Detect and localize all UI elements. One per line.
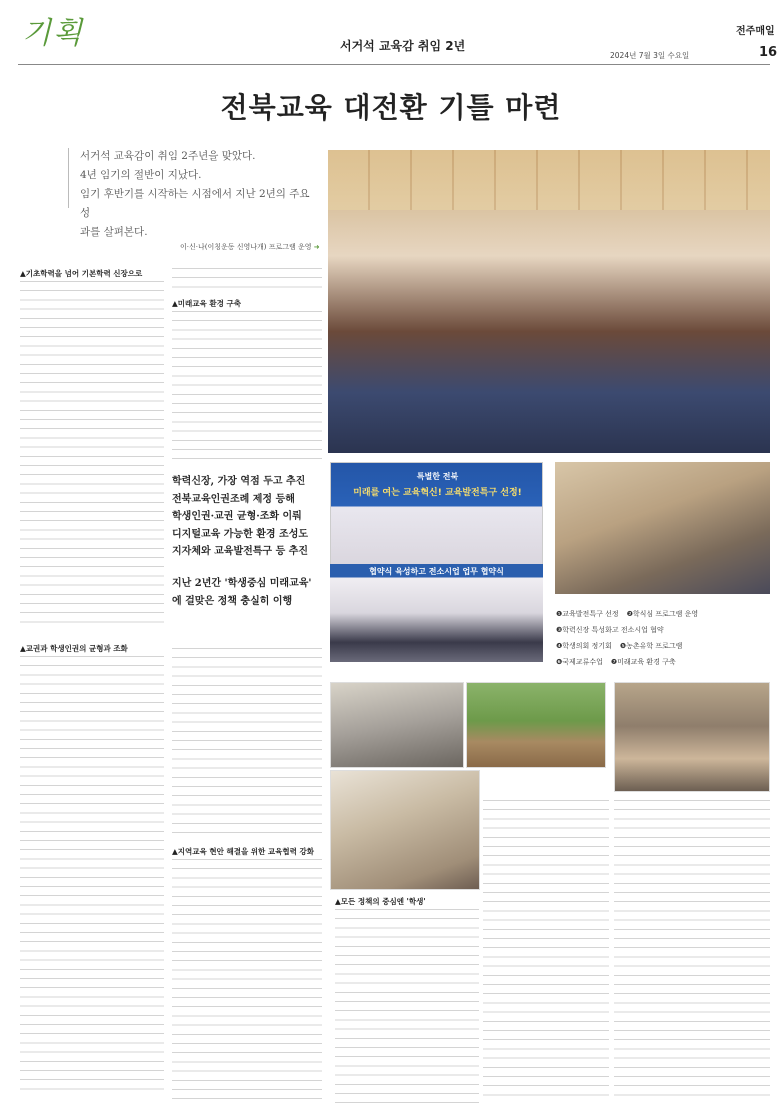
headline: 전북교육 대전환 기틀 마련 [220, 91, 562, 124]
banner-title: 특별한 전북 [416, 472, 459, 481]
caption: ❷학식심 프로그램 운영 [626, 610, 699, 618]
arrow-icon: ➜ [313, 243, 320, 251]
article-body [172, 648, 322, 838]
article-subhead: ▲교권과 학생인권의 균형과 조화 [20, 644, 128, 653]
class-photo [330, 770, 480, 890]
pull-quote-line: 지자체와 교육발전특구 등 추진 [172, 546, 309, 557]
article-body [20, 656, 164, 1096]
lead-divider [68, 148, 69, 208]
caption: ❹학생의회 정기회 [556, 642, 612, 650]
pull-quote [172, 473, 324, 561]
page-number: 16 [759, 45, 778, 60]
article-subhead: ▲기초학력을 넘어 기본학력 신장으로 [20, 269, 143, 278]
article-column [172, 648, 322, 1099]
lead-line: 서거석 교육감이 취임 2주년을 맞았다. [80, 150, 256, 162]
photo-background-windows [328, 150, 770, 210]
pull-quote-line: 전북교육인권조례 제정 등해 [172, 493, 295, 505]
article-body [20, 281, 164, 629]
issue-date: 2024년 7월 3일 수요일 [610, 51, 690, 60]
article-column [614, 800, 770, 1100]
article-body [335, 909, 479, 1105]
article-subhead: ▲미래교육 환경 구축 [172, 299, 241, 308]
pull-quote-line: 디지털교육 가능한 환경 조성도 [172, 528, 309, 540]
article-body [483, 800, 609, 1100]
article-subhead: ▲지역교육 현안 해결을 위한 교육협력 강화 [172, 847, 314, 856]
article-column [483, 800, 609, 1100]
pull-quote [172, 575, 324, 610]
student-council-photo [330, 682, 464, 768]
banner-subtitle: 미래를 여는 교육혁신! 교육발전특구 선정! [353, 488, 522, 498]
agreement-banner: 협약식 육성하고 전소시업 업무 협약식 [369, 567, 504, 576]
article-body [172, 311, 322, 461]
pull-quote-line: 학력신장, 가장 역점 두고 추진 [172, 476, 306, 487]
rural-program-photo [466, 682, 606, 768]
pull-quote-line: 지난 2년간 '학생중심 미래교육' [172, 578, 312, 589]
article-column [335, 896, 479, 1105]
section-logo: 기획 [22, 16, 84, 51]
byline-text: 이·신·나(이칭운동 신영나개) 프로그램 운영 [180, 243, 312, 251]
byline [180, 242, 320, 252]
lead-line: 4년 임기의 절반이 지났다. [80, 169, 202, 181]
paper-name: 전주매일 [736, 26, 775, 37]
article-column [172, 268, 322, 461]
main-photo [328, 150, 770, 453]
caption: ❺농촌유학 프로그램 [619, 642, 683, 650]
article-subhead: ▲모든 정책의 중심엔 '학생' [335, 897, 426, 906]
caption: ❶교육발전특구 선정 [556, 610, 619, 618]
pull-quote-line: 에 걸맞은 정책 충실히 이행 [172, 595, 293, 607]
article-body [172, 859, 322, 1099]
lead-paragraph [80, 147, 310, 242]
photo-captions [556, 606, 770, 670]
article-body [172, 268, 322, 292]
caption: ❼미래교육 환경 구축 [610, 658, 676, 666]
caption: ❻국제교류수업 [556, 658, 603, 666]
pull-quote-line: 학생인권·교권 균형·조화 이뤄 [172, 511, 302, 522]
article-body [614, 800, 770, 1100]
lead-line: 과를 살펴본다. [80, 226, 148, 238]
exchange-photo [614, 682, 770, 792]
agreement-photo [330, 564, 543, 662]
article-column [20, 268, 164, 1096]
caption: ❸학력신장 특성화고 전소시업 협약 [556, 626, 664, 634]
section-title: 서거석 교육감 취임 2년 [340, 39, 466, 53]
lead-line: 임기 후반기를 시작하는 시점에서 지난 2년의 주요 성 [80, 188, 310, 219]
classroom-photo [555, 462, 770, 594]
header-rule [18, 64, 770, 65]
